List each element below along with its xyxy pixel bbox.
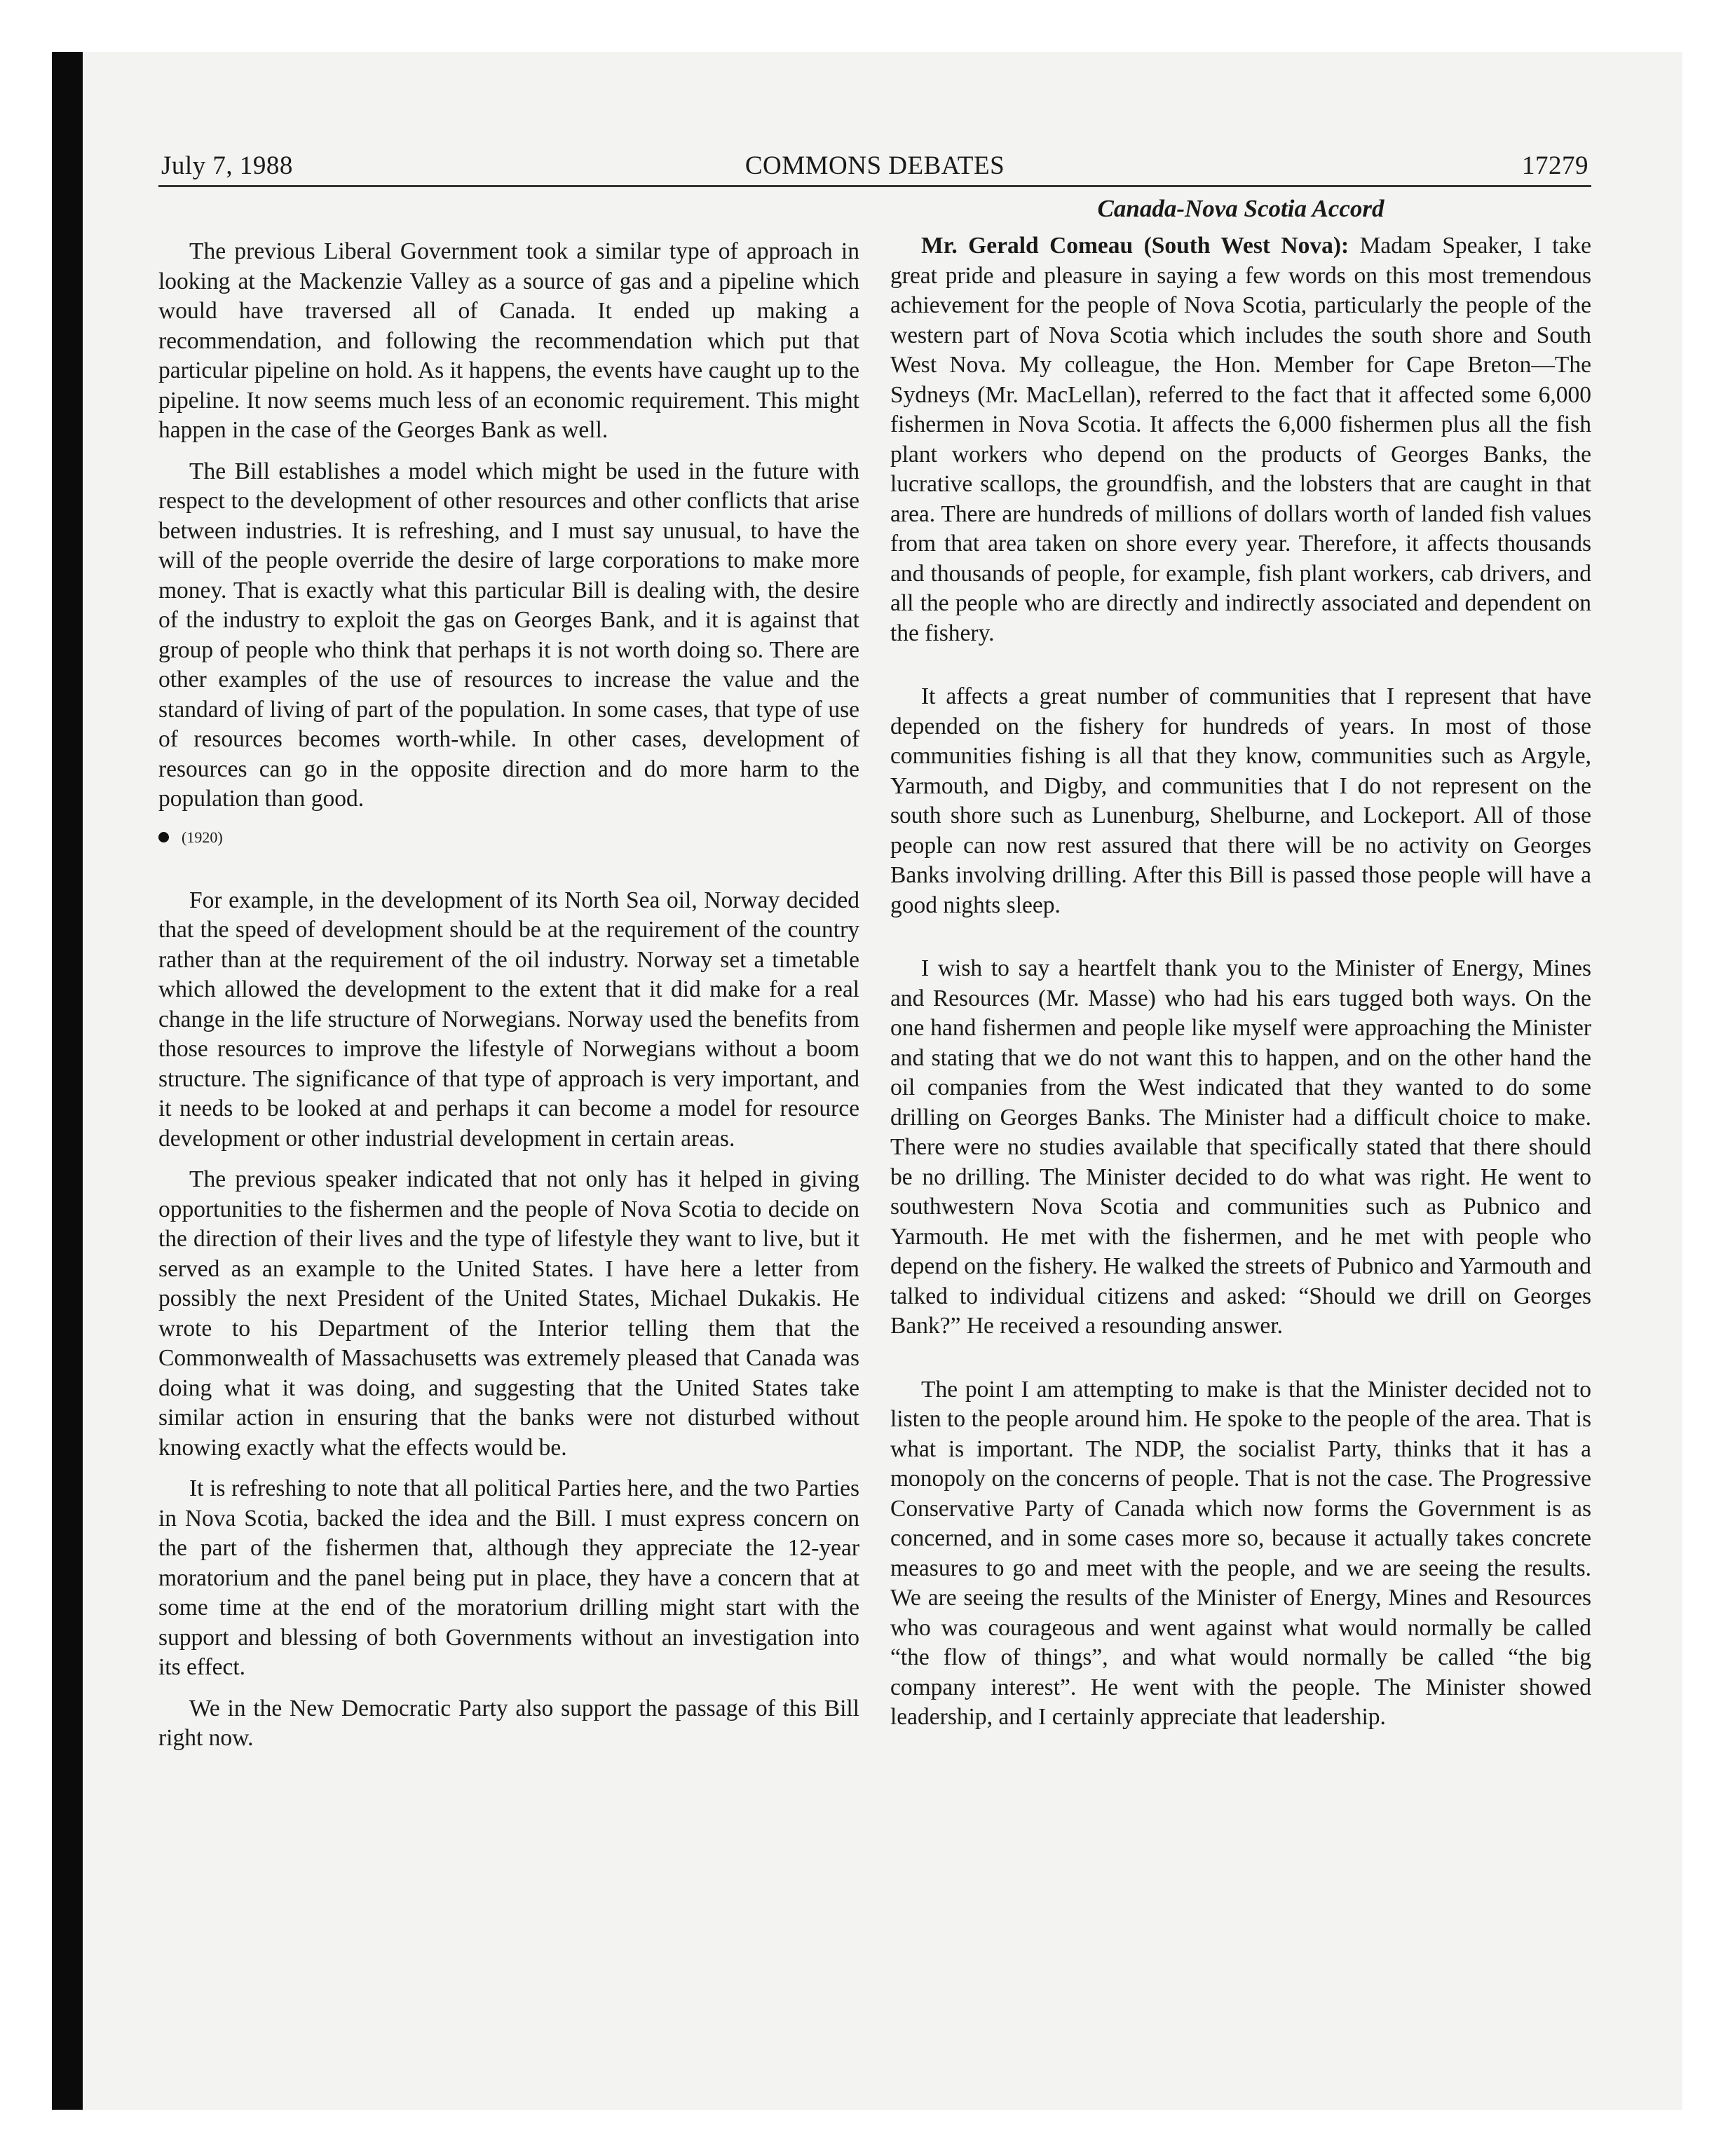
speech-text: Madam Speaker, I take great pride and pleasure in saying a few words on this most tremendous achievement for the people of Nova Scotia, particularly the people of the western part of Nova Scotia which includes the south shore and South West Nova. My colleague, the Hon. Member for Cape Breton—The Sydneys (Mr. MacLellan), referred to the fact that it affected some 6,000 fishermen in Nova Scotia. It affects the 6,000 fishermen plus all the fish plant workers who depend on the products of Georges Banks, the lucrative scallops, the groundfish, and the lobsters that are caught in that area. There are hundreds of millions of dollars worth of landed fish values from that area taken on shore every year. Therefore, it affects thousands and thousands of people, for example, fish plant workers, cab drivers, and all the people who are directly and indirectly associated and dependent on the fishery. xyxy=(890,233,1591,646)
paragraph: We in the New Democratic Party also support the passage of this Bill right now. xyxy=(158,1695,859,1751)
paragraph: The previous speaker indicated that not only has it helped in giving opportunities to the fishermen and the people of Nova Scotia to decide on the direction of their lives and the type of lifestyle they want to live, but it served as an example to the United States. I have here a letter from possibly the next President of the United States, Michael Dukakis. He wrote to his Department of the Interior telling them that the Commonwealth of Massachusetts was extremely pleased that Canada was doing what it was doing, and suggesting that the United States take similar action in ensuring that the banks were not disturbed without knowing exactly what the effects would be. xyxy=(158,1166,859,1461)
left-column xyxy=(158,237,859,1754)
paragraph: For example, in the development of its North Sea oil, Norway decided that the speed of development should be at the requirement of the country rather than at the requirement of the oil industry. Norway set a timetable which allowed the development to the extent that it did make for a real change in the life structure of Norwegians. Norway used the benefits from those resources to improve the lifestyle of Norwegians without a boom structure. The significance of that type of approach is very important, and it needs to be looked at and perhaps it can become a model for resource development or other industrial development in certain areas. xyxy=(158,887,859,1152)
paragraph: The point I am attempting to make is that the Minister decided not to listen to the people around him. He spoke to the people of the area. That is what is important. The NDP, the socialist Party, thinks that it has a monopoly on the concerns of people. That is not the case. The Progressive Conservative Party of Canada which now forms the Government is as concerned, and in some cases more so, because it actually takes concrete measures to go and meet with the people, and we are seeing the results. We are seeing the results of the Minister of Energy, Mines and Resources who was courageous and went against what would normally be called “the flow of things”, and what would normally be called “the big company interest”. He went with the people. The Minister showed leadership, and I certainly appreciate that leadership. xyxy=(890,1376,1591,1730)
paragraph: I wish to say a heartfelt thank you to the Minister of Energy, Mines and Resources (Mr. Masse) who had his ears tugged both ways. On the one hand fishermen and people like myself were approaching the Minister and stating that we do not want this to happen, and on the other hand the oil companies from the West indicated that they wanted to do some drilling on Georges Banks. The Minister had a difficult choice to make. There were no studies available that specifically stated that there should be no drilling. The Minister decided to do what was right. He went to southwestern Nova Scotia and communities such as Pubnico and Yarmouth. He met with the fishermen, and he met with people who depend on the fishery. He walked the streets of Pubnico and Yarmouth and talked to individual citizens and asked: “Should we drill on Georges Bank?” He received a resounding answer. xyxy=(890,955,1591,1339)
time-marker-text: (1920) xyxy=(182,828,223,846)
header-date: July 7, 1988 xyxy=(161,151,293,180)
paragraph: The Bill establishes a model which might be used in the future with respect to the development of other resources and other conflicts that arise between industries. It is refreshing, and I must say unusual, to have the will of the people override the desire of large corporations to make more money. That is exactly what this particular Bill is dealing with, the desire of the industry to exploit the gas on Georges Bank, and it is against that group of people who think that perhaps it is not worth doing so. There are other examples of the use of resources to increase the value and the standard of living of part of the population. In some cases, that type of use of resources becomes worth-while. In other cases, development of resources can go in the opposite direction and do more harm to the population than good. xyxy=(158,458,859,812)
speaker-name: Mr. Gerald Comeau (South West Nova): xyxy=(921,233,1349,259)
header-title: COMMONS DEBATES xyxy=(744,151,1005,180)
paragraph: It affects a great number of communities that I represent that have depended on the fishery for hundreds of years. In most of those communities fishing is all that they know, communities such as Argyle, Yarmouth, and Digby, and communities that I do not represent on the south shore such as Lunenburg, Shelburne, and Lockeport. All of those people can now rest assured that there will be no activity on Georges Banks involving drilling. After this Bill is passed those people will have a good nights sleep. xyxy=(890,683,1591,918)
document-page xyxy=(158,149,1591,1751)
right-column xyxy=(890,195,1591,1733)
paragraph: It is refreshing to note that all political Parties here, and the two Parties in Nova Scotia, backed the idea and the Bill. I must express concern on the part of the fishermen that, although they appreciate the 12-year moratorium and the panel being put in place, they have a concern that at some time at the end of the moratorium drilling might start with the support and blessing of both Governments without an investigation into its effect. xyxy=(158,1475,859,1680)
header-page-number: 17279 xyxy=(1522,151,1588,180)
page-header xyxy=(158,149,1591,187)
paragraph: The previous Liberal Government took a similar type of approach in looking at the Mackenzie Valley as a source of gas and a pipeline which would have traversed all of Canada. It ended up making a recommendation, and following the recommendation which put that particular pipeline on hold. As it happens, the events have caught up to the pipeline. It now seems much less of an economic requirement. This might happen in the case of the Georges Bank as well. xyxy=(158,238,859,443)
scan-edge-bar xyxy=(52,52,83,2110)
bullet-icon xyxy=(158,832,169,842)
section-title: Canada-Nova Scotia Accord xyxy=(1097,195,1384,222)
paragraph xyxy=(890,231,1591,648)
time-marker xyxy=(158,823,859,852)
